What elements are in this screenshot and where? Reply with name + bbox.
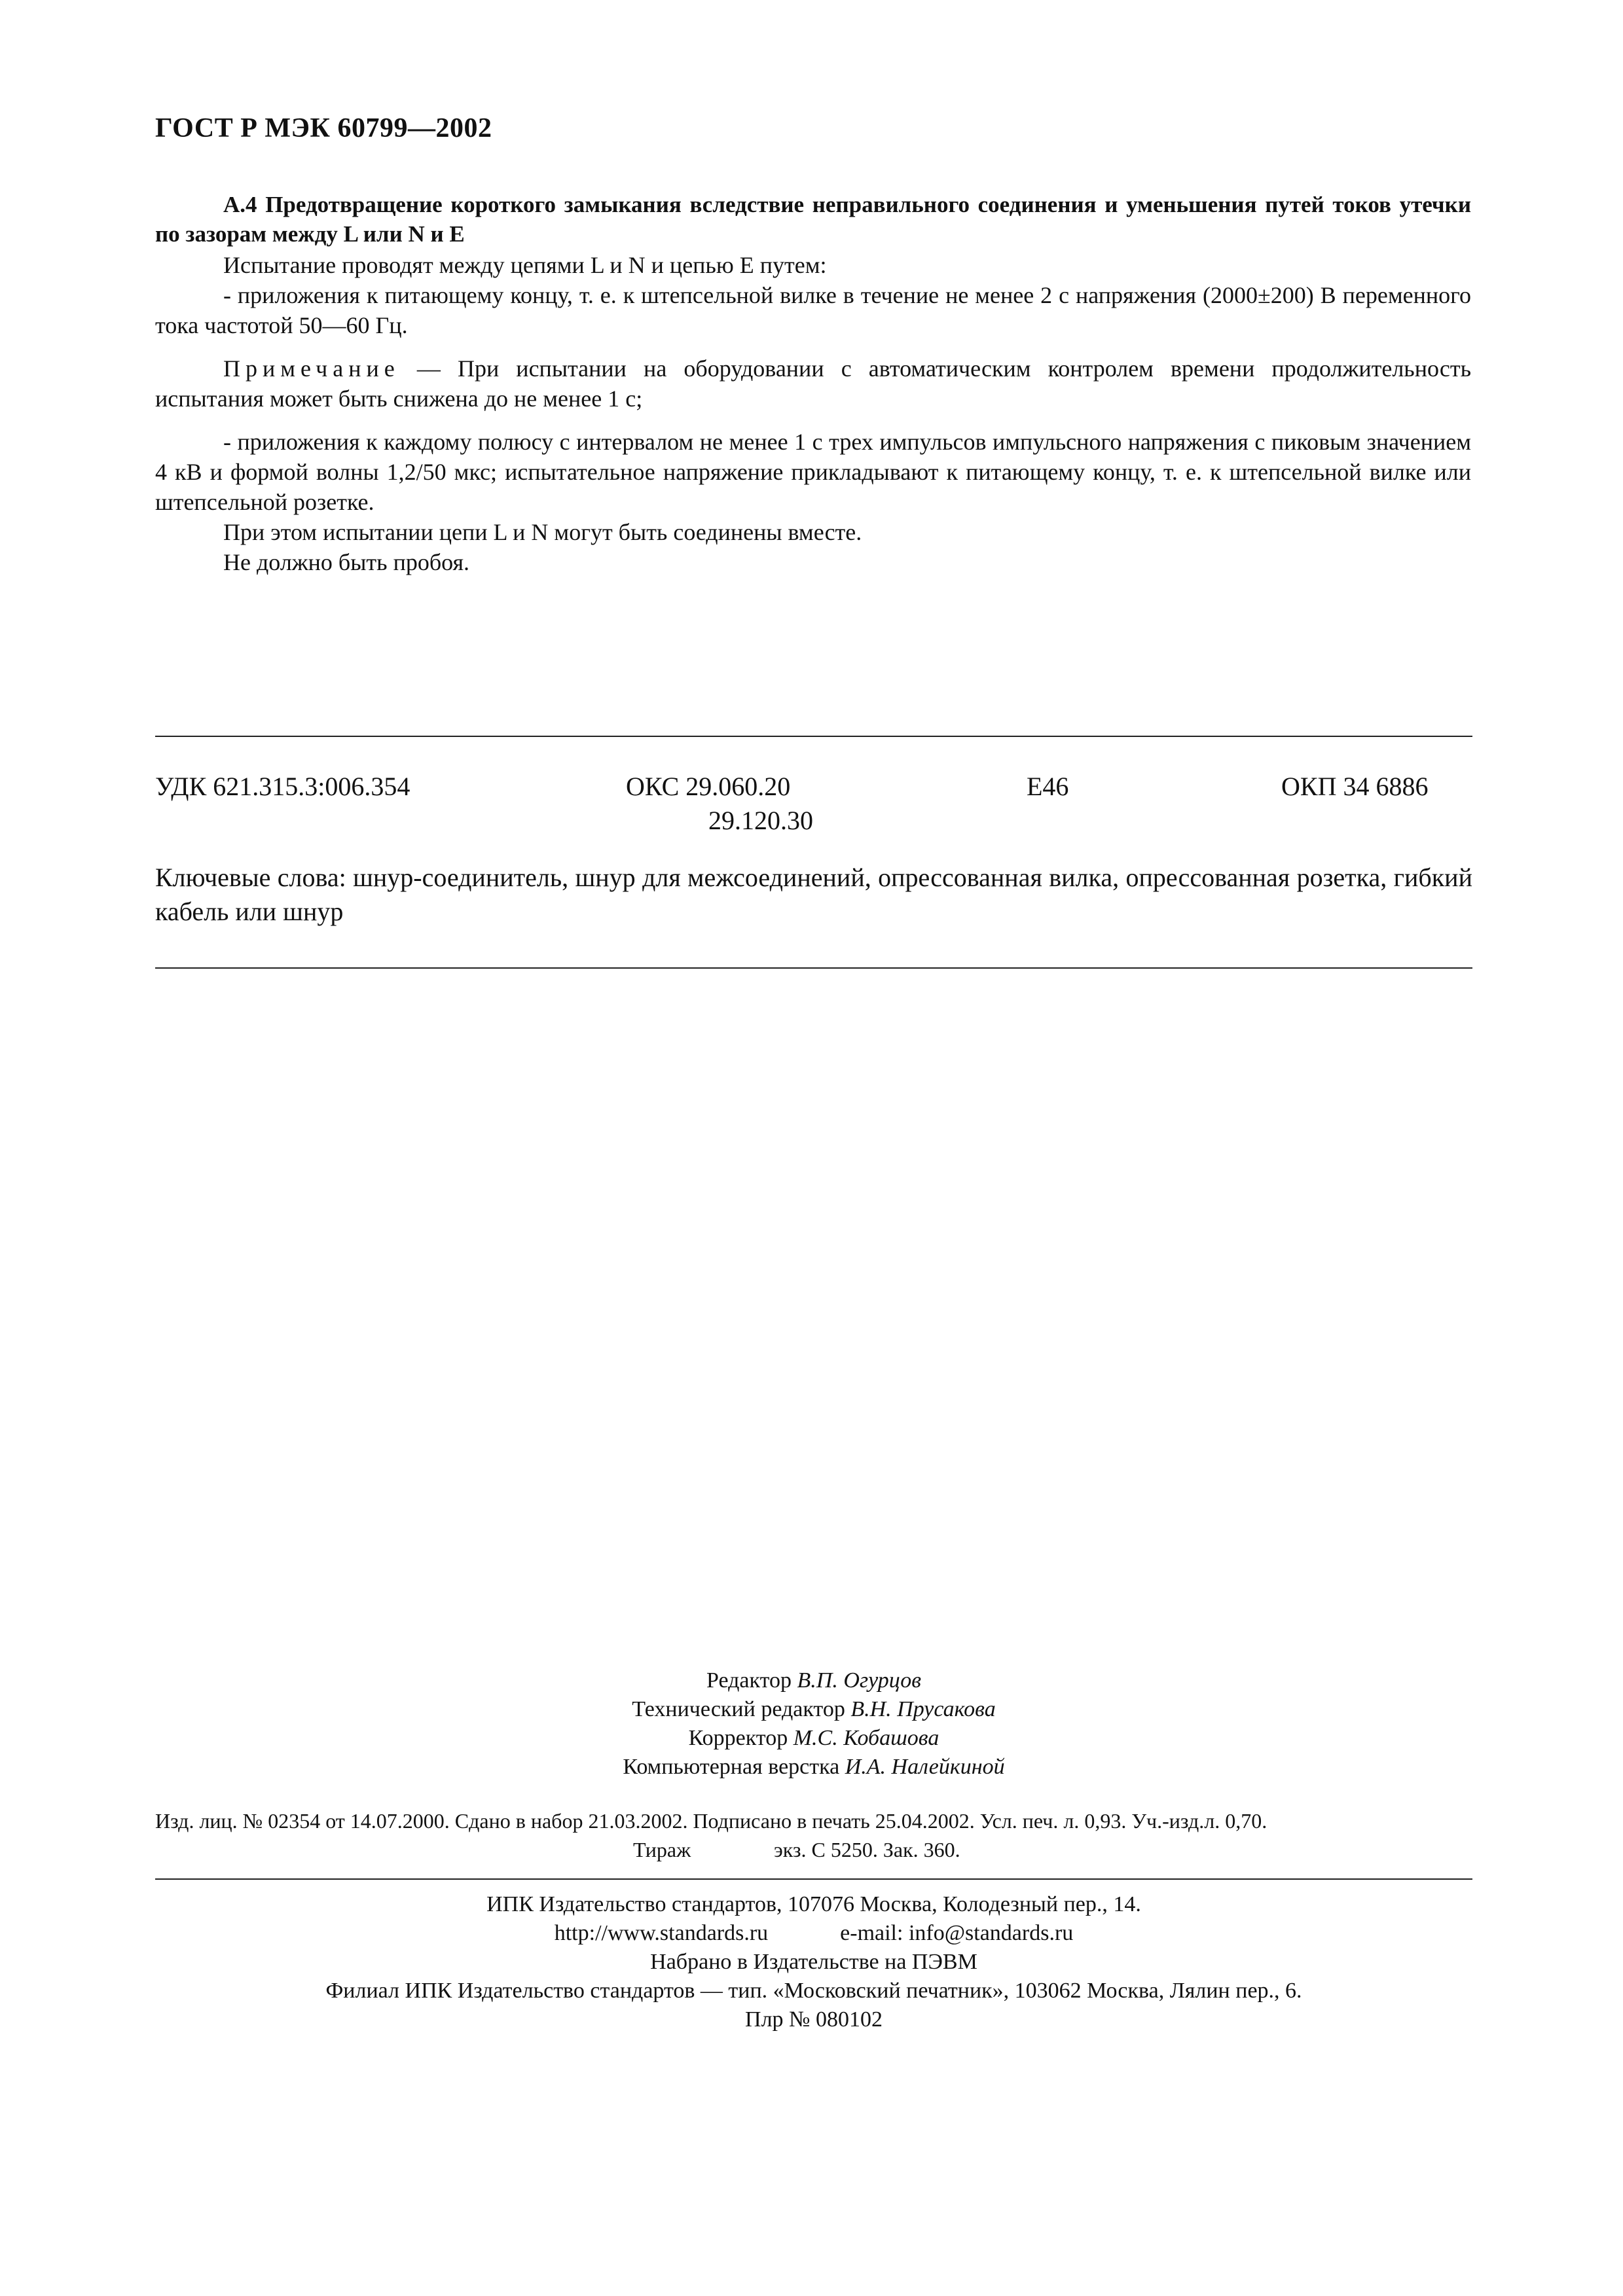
- editor-name: В.П. Огурцов: [797, 1668, 921, 1693]
- divider-top: [155, 736, 1472, 737]
- note-text: — При испытании на оборудовании с автоматическим контролем времени продолжительность испытания может быть снижена до не менее 1 с;: [155, 355, 1471, 412]
- oks-code-1: ОКС 29.060.20: [626, 772, 791, 801]
- paragraph-circuits: При этом испытании цепи L и N могут быть соединены вместе.: [223, 519, 862, 545]
- note: [155, 353, 1471, 414]
- credit-tech-editor: Технический редактор В.Н. Прусакова: [632, 1697, 996, 1721]
- okp-code: ОКП 34 6886: [1281, 772, 1429, 801]
- proofreader-name: М.С. Кобашова: [793, 1726, 939, 1750]
- publisher-line-1: ИПК Издательство стандартов, 107076 Москва, Колодезный пер., 14.: [486, 1892, 1141, 1916]
- publisher-email: e-mail: info@standards.ru: [840, 1921, 1074, 1945]
- publisher-line-4: Филиал ИПК Издательство стандартов — тип. «Московский печатник», 103062 Москва, Лялин пер., 6.: [325, 1979, 1302, 2003]
- imprint-circulation-info: экз. С 5250. Зак. 360.: [774, 1838, 960, 1861]
- group-code: Е46: [1027, 772, 1069, 801]
- paragraph-intro: Испытание проводят между цепями L и N и цепью E путем:: [223, 252, 827, 278]
- credit-layout: Компьютерная верстка И.А. Налейкиной: [623, 1755, 1005, 1779]
- document-code: ГОСТ Р МЭК 60799—2002: [155, 113, 492, 143]
- udk-code: УДК 621.315.3:006.354: [155, 772, 410, 801]
- credit-editor: Редактор В.П. Огурцов: [706, 1668, 921, 1693]
- publisher-line-5: Плр № 080102: [745, 2007, 883, 2032]
- tech-editor-name: В.Н. Прусакова: [850, 1697, 996, 1721]
- layout-name: И.А. Налейкиной: [845, 1755, 1005, 1779]
- section-heading: А.4 Предотвращение короткого замыкания вследствие неправильного соединения и уменьшения путей токов утечки по зазорам между L или N и E: [155, 192, 1471, 247]
- paragraph-item-1: - приложения к питающему концу, т. е. к штепсельной вилке в течение не менее 2 с напряжения (2000±200) В переменного тока частотой 50—60 Гц.: [155, 282, 1471, 338]
- credit-proofreader: Корректор М.С. Кобашова: [688, 1726, 939, 1750]
- publisher-contacts: [155, 1919, 1472, 1948]
- divider-bottom: [155, 967, 1472, 969]
- publisher-url: http://www.standards.ru: [554, 1921, 769, 1945]
- divider-publisher: [155, 1878, 1472, 1880]
- note-label: Примечание: [223, 355, 400, 382]
- publisher-line-3: Набрано в Издательстве на ПЭВМ: [650, 1950, 977, 1974]
- keywords: Ключевые слова: шнур-соединитель, шнур для межсоединений, опрессованная вилка, опрессованная розетка, гибкий кабель или шнур: [155, 863, 1472, 926]
- paragraph-no-breakdown: Не должно быть пробоя.: [223, 549, 470, 575]
- oks-code-2: 29.120.30: [708, 806, 813, 835]
- imprint-circulation-label: Тираж: [633, 1838, 691, 1861]
- paragraph-item-2: - приложения к каждому полюсу с интервалом не менее 1 с трех импульсов импульсного напряжения с пиковым значением 4 кВ и формой волны 1,2/50 мкс; испытательное напряжение прикладывают к питающему концу, т. е. к штепсельной вилке или штепсельной розетке.: [155, 429, 1471, 515]
- imprint-line-1: Изд. лиц. № 02354 от 14.07.2000. Сдано в набор 21.03.2002. Подписано в печать 25.04.2002. Усл. печ. л. 0,93. Уч.-изд.л. 0,70.: [155, 1809, 1267, 1833]
